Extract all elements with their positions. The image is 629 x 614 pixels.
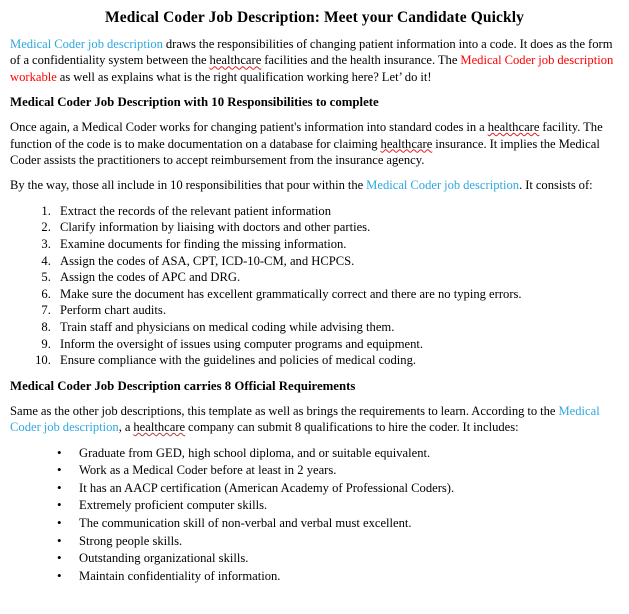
list-item: • Outstanding organizational skills. [57, 550, 619, 568]
list-item: • Graduate from GED, high school diploma, and or suitable equivalent. [57, 445, 619, 463]
responsibilities-paragraph-2 [10, 177, 619, 193]
spellcheck-word-healthcare-2: healthcare [487, 120, 540, 135]
list-item: • Extremely proficient computer skills. [57, 497, 619, 515]
req-p1-text-3: company can submit 8 qualifications to hire the coder. It includes: [185, 420, 519, 435]
responsibilities-paragraph-1 [10, 119, 619, 168]
link-medical-coder-job-description-workable[interactable]: Medical Coder job description workable [10, 53, 614, 84]
list-item: 4. Assign the codes of ASA, CPT, ICD-10-CM, and HCPCS. [54, 253, 619, 270]
spellcheck-word-healthcare-3: healthcare [380, 136, 433, 151]
resp-p1-text-3: insurance. It implies the Medical Coder assists the practitioners to accept reimbursement from the insurance agency. [10, 136, 600, 168]
requirements-paragraph-1 [10, 403, 619, 436]
spellcheck-word-healthcare-1: healthcare [209, 53, 262, 68]
link-medical-coder-job-description-3[interactable]: Medical Coder job description [10, 403, 600, 435]
list-item: • Strong people skills. [57, 533, 619, 551]
list-item: 6. Make sure the document has excellent grammatically correct and there are no typing errors. [54, 286, 619, 303]
resp-p1-text-2: facility. The function of the code is to make documentation on a database for claiming [10, 120, 603, 151]
list-item: 10. Ensure compliance with the guidelines and policies of medical coding. [54, 352, 619, 369]
link-medical-coder-job-description-2[interactable]: Medical Coder job description [366, 178, 520, 193]
list-item: • Work as a Medical Coder before at least in 2 years. [57, 462, 619, 480]
list-item: 9. Inform the oversight of issues using computer programs and equipment. [54, 336, 619, 353]
intro-text-1: draws the responsibilities of changing patient information into a code. It does as the form of a confidentiality system between the [10, 37, 613, 68]
spellcheck-word-healthcare-4: healthcare [133, 420, 186, 435]
resp-p1-text-1: Once again, a Medical Coder works for changing patient's information into standard codes in a [10, 120, 488, 135]
resp-p2-text-2: . It consists of: [519, 178, 593, 193]
list-item: • It has an AACP certification (American Academy of Professional Coders). [57, 480, 619, 498]
list-item: 1. Extract the records of the relevant patient information [54, 203, 619, 220]
list-item: 3. Examine documents for finding the missing information. [54, 236, 619, 253]
list-item: • The communication skill of non-verbal and verbal must excellent. [57, 515, 619, 533]
resp-p2-text-1: By the way, those all include in 10 responsibilities that pour within the [10, 178, 367, 193]
req-p1-text-2: , a [118, 420, 134, 435]
list-item: 7. Perform chart audits. [54, 302, 619, 319]
list-item: • Maintain confidentiality of information. [57, 568, 619, 586]
responsibilities-list [10, 203, 619, 369]
list-item: 2. Clarify information by liaising with doctors and other parties. [54, 219, 619, 236]
link-medical-coder-job-description-1[interactable]: Medical Coder job description [10, 37, 163, 51]
heading-responsibilities: Medical Coder Job Description with 10 Responsibilities to complete [10, 95, 379, 110]
heading-requirements: Medical Coder Job Description carries 8 Official Requirements [10, 378, 356, 393]
intro-paragraph [10, 36, 619, 85]
intro-text-3: as well as explains what is the right qualification working here? Let’ do it! [56, 69, 432, 84]
requirements-list [10, 445, 619, 586]
list-item: 5. Assign the codes of APC and DRG. [54, 269, 619, 286]
page-title: Medical Coder Job Description: Meet your Candidate Quickly [105, 9, 524, 26]
req-p1-text-1: Same as the other job descriptions, this template as well as brings the requirements to learn. According to the [10, 403, 559, 418]
intro-text-2: facilities and the health insurance. The [261, 53, 461, 68]
list-item: 8. Train staff and physicians on medical coding while advising them. [54, 319, 619, 336]
